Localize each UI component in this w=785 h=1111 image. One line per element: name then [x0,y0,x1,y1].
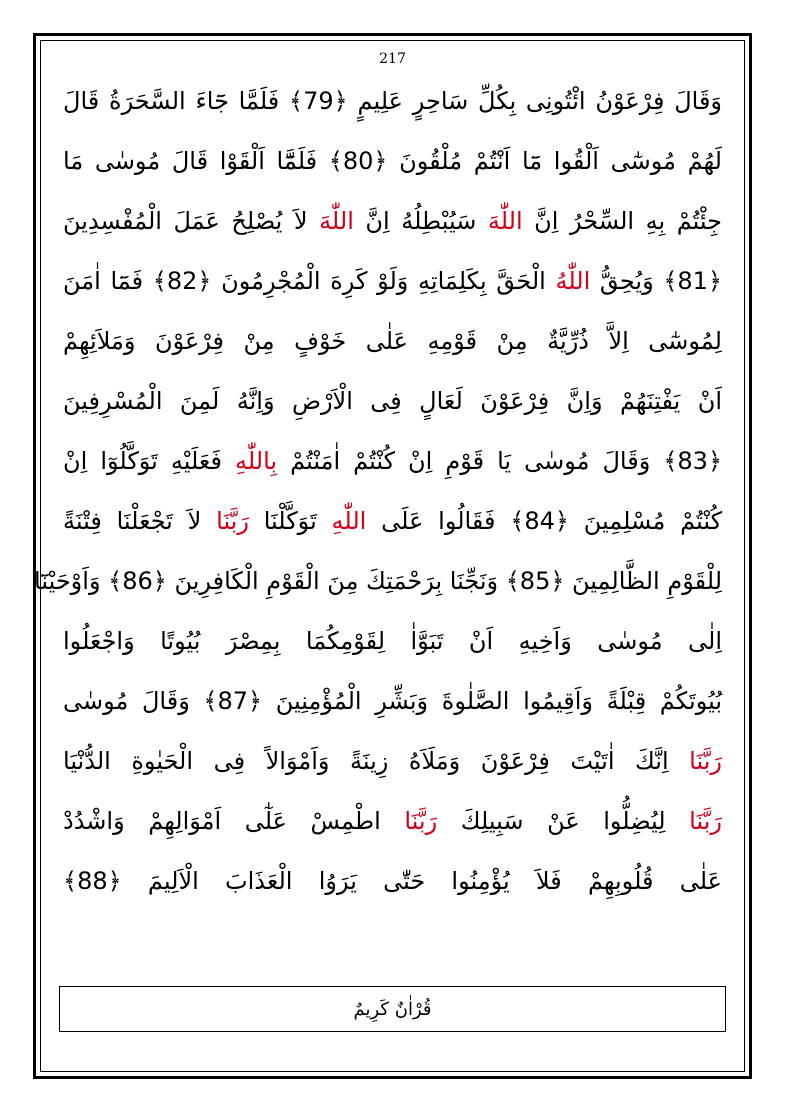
divine-name-highlight: اللّٰهَ [319,207,354,235]
text-line [34,551,722,611]
verse-segment: بُيُوتَكُمْ قِبْلَةً وَاَقِيمُوا الصَّلٰوةَ وَبَشِّرِ الْمُؤْمِنِينَ ﴿87﴾ وَقَالَ مُوسٰى [63,687,723,715]
verse-segment: ﴿81﴾ وَيُحِقُّ [590,267,722,295]
verse-segment: اِنَّكَ اٰتَيْتَ فِرْعَوْنَ وَمَلَاَهُ زِينَةً وَاَمْوَالاً فِى الْحَيٰوةِ الدُّنْيَا [63,747,690,775]
text-line [63,431,722,491]
text-line [63,311,722,371]
verse-segment: لِلْقَوْمِ الظَّالِمِينَ ﴿85﴾ وَنَجِّنَا بِرَحْمَتِكَ مِنَ الْقَوْمِ الْكَافِرِينَ ﴿86﴾ وَاَوْحَيْنَٓا [34,567,722,595]
verse-segment: تَوَكَّلْنَا [248,507,332,535]
text-line [63,671,722,731]
verse-segment: فَعَلَيْهِ تَوَكَّلُوٓا اِنْ [63,447,235,475]
verse-segment: سَيُبْطِلُهُ اِنَّ [353,207,488,235]
text-line [63,191,722,251]
footer-title-box [59,986,726,1032]
text-line [63,491,722,551]
verse-segment: كُنْتُمْ مُسْلِمِينَ ﴿84﴾ فَقَالُوا عَلَى [366,507,722,535]
divine-name-highlight: اللّٰهُ [555,267,591,295]
verse-segment: عَلٰى قُلُوبِهِمْ فَلاَ يُؤْمِنُوا حَتّٰى يَرَوُا الْعَذَابَ الْاَلِيمَ ﴿88﴾ [63,867,722,895]
verse-segment: لِمُوسٰٓى اِلاَّ ذُرِّيَّةٌ مِنْ قَوْمِهِ عَلٰى خَوْفٍ مِنْ فِرْعَوْنَ وَمَلاَئِهِمْ [63,327,722,355]
verse-segment: اِلٰى مُوسٰى وَاَخِيهِ اَنْ تَبَوَّاٰ لِقَوْمِكُمَا بِمِصْرَ بُيُوتًا وَاجْعَلُوا [63,627,722,655]
verse-segment: وَقَالَ فِرْعَوْنُ ائْتُونِى بِكُلِّ سَاحِرٍ عَلِيمٍ ﴿79﴾ فَلَمَّا جَٓاءَ السَّحَرَةُ قَالَ [63,87,723,115]
divine-name-highlight: بِاللّٰهِ [234,447,278,475]
divine-name-highlight: رَبَّنَا [216,507,249,535]
text-line [63,71,722,131]
verse-text-body [34,71,723,911]
verse-segment: لاَ يُصْلِحُ عَمَلَ الْمُفْسِدِينَ [63,207,320,235]
text-line [63,251,722,311]
divine-name-highlight: اللّٰهَ [487,207,523,235]
text-line [63,731,722,791]
text-line [63,851,722,911]
page-border-inner [34,40,745,1072]
text-line [63,611,722,671]
footer-title: قُرْاٰنٌ كَرِيمٌ [353,998,432,1020]
divine-name-highlight: رَبَّنَا [689,807,722,835]
text-line [63,131,722,191]
divine-name-highlight: اللّٰهِ [331,507,367,535]
verse-segment: اَنْ يَفْتِنَهُمْ وَاِنَّ فِرْعَوْنَ لَعَالٍ فِى الْاَرْضِ وَاِنَّهُ لَمِنَ الْمُسْرِفِينَ [63,387,722,415]
divine-name-highlight: رَبَّنَا [404,807,438,835]
text-line [63,371,722,431]
verse-segment: لَهُمْ مُوسٰٓى اَلْقُوا مَٓا اَنْتُمْ مُلْقُونَ ﴿80﴾ فَلَمَّٓا اَلْقَوْا قَالَ مُوسٰى مَا [63,147,722,175]
page-number: 217 [379,51,406,67]
page-border-outer [33,33,752,1079]
verse-segment: لِيُضِلُّوا عَنْ سَبِيلِكَ [437,807,690,835]
verse-segment: لاَ تَجْعَلْنَا فِتْنَةً [63,507,217,535]
verse-segment: جِئْتُمْ بِهِ السِّحْرُ اِنَّ [522,207,722,235]
text-line [63,791,722,851]
verse-segment: ﴿83﴾ وَقَالَ مُوسٰى يَا قَوْمِ اِنْ كُنْتُمْ اٰمَنْتُمْ [277,447,722,475]
verse-segment: اطْمِسْ عَلٰٓى اَمْوَالِهِمْ وَاشْدُدْ [63,807,405,835]
divine-name-highlight: رَبَّنَا [689,747,722,775]
verse-segment: الْحَقَّ بِكَلِمَاتِهِ وَلَوْ كَرِهَ الْمُجْرِمُونَ ﴿82﴾ فَمَٓا اٰمَنَ [63,267,556,295]
